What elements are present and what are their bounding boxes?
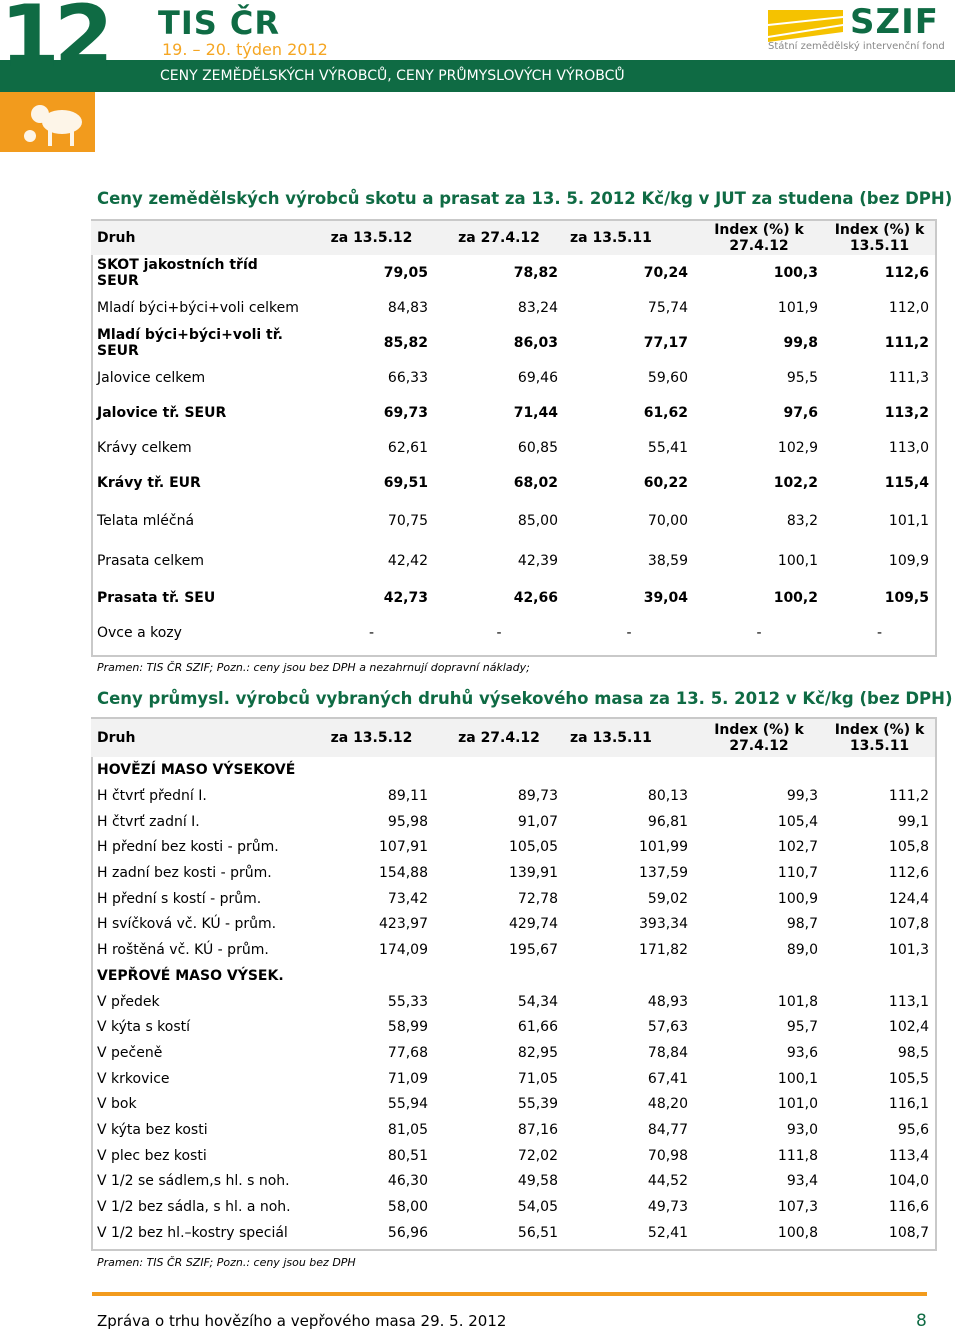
row-value: 101,8 [777, 993, 818, 1010]
empty-cell [824, 757, 935, 783]
row-value: 85,00 [517, 513, 558, 529]
group-header-row [91, 963, 935, 989]
row-value: 101,99 [639, 839, 688, 856]
row-value: 124,4 [888, 890, 929, 907]
row-value: 113,0 [888, 439, 929, 456]
col-druh: Druh [97, 730, 136, 746]
row-value: 95,6 [897, 1122, 929, 1139]
footer-divider [92, 1292, 927, 1296]
row-label: V předek [97, 993, 160, 1010]
row-value: 73,42 [387, 890, 428, 907]
row-label: Krávy tř. EUR [97, 474, 201, 491]
col-index1: Index (%) k 27.4.12 [714, 722, 804, 754]
row-value: 102,9 [777, 439, 818, 456]
row-value: 78,82 [513, 264, 558, 281]
row-label: SKOT jakostních tříd SEUR [97, 256, 258, 289]
row-label: V 1/2 bez sádla, s hl. a noh. [97, 1199, 291, 1216]
row-value: 105,4 [777, 813, 818, 830]
row-value: 70,24 [643, 264, 688, 281]
empty-cell [309, 757, 434, 783]
row-value: 89,11 [387, 787, 428, 804]
cow-logo-box [0, 92, 95, 152]
row-value: 105,5 [888, 1070, 929, 1087]
row-value: 109,9 [888, 553, 929, 569]
row-value: 109,5 [884, 589, 929, 606]
row-value: 171,82 [639, 941, 688, 958]
empty-cell [564, 757, 694, 783]
table-row [91, 1143, 935, 1169]
col-date3: za 13.5.11 [570, 730, 652, 746]
row-label: V plec bez kosti [97, 1147, 207, 1164]
row-value: 100,1 [777, 553, 818, 569]
row-value: 58,99 [387, 1019, 428, 1036]
table-header-row [91, 221, 935, 255]
table-row [91, 1040, 935, 1066]
row-value: 44,52 [647, 1173, 688, 1190]
row-value: 55,33 [387, 993, 428, 1010]
row-value: 87,16 [517, 1122, 558, 1139]
brand-title: TIS ČR [158, 4, 281, 42]
row-value: 137,59 [639, 864, 688, 881]
table-row [91, 1169, 935, 1195]
issue-number: 12 [0, 0, 108, 87]
header-subtitle: CENY ZEMĚDĚLSKÝCH VÝROBCŮ, CENY PRŮMYSLOVÝCH VÝROBCŮ [160, 68, 625, 84]
row-label: H přední bez kosti - prům. [97, 839, 279, 856]
row-value: 104,0 [888, 1173, 929, 1190]
row-value: 99,1 [897, 813, 929, 830]
row-value: 71,05 [517, 1070, 558, 1087]
empty-cell [694, 963, 824, 989]
row-value: 69,46 [517, 369, 558, 386]
row-value: 70,98 [647, 1147, 688, 1164]
row-value: 102,2 [773, 474, 818, 491]
page-number: 8 [916, 1311, 927, 1331]
row-label: Mladí býci+býci+voli celkem [97, 299, 299, 316]
row-value: 83,24 [517, 299, 558, 316]
row-value: 107,8 [888, 916, 929, 933]
col-date1: za 13.5.12 [330, 730, 413, 746]
section1-table [91, 221, 935, 651]
row-value: - [496, 625, 502, 641]
row-value: 55,41 [647, 439, 688, 456]
table-row [91, 809, 935, 835]
szif-logo-text: SZIF [850, 2, 940, 42]
row-value: 105,8 [888, 839, 929, 856]
row-value: 102,7 [777, 839, 818, 856]
group-label: HOVĚZÍ MASO VÝSEKOVÉ [97, 762, 296, 778]
row-value: 42,42 [387, 553, 428, 569]
row-value: 77,17 [643, 334, 688, 351]
row-value: 113,4 [888, 1147, 929, 1164]
row-label: H svíčková vč. KÚ - prům. [97, 916, 277, 933]
row-value: 80,51 [387, 1147, 428, 1164]
table-row [91, 255, 935, 290]
table-row [91, 580, 935, 615]
row-label: H přední s kostí - prům. [97, 890, 262, 907]
row-value: 42,39 [517, 553, 558, 569]
week-label: 19. – 20. týden 2012 [162, 40, 328, 59]
row-value: 116,6 [888, 1199, 929, 1216]
row-value: 72,02 [517, 1147, 558, 1164]
table-row [91, 1194, 935, 1220]
row-value: 70,00 [647, 513, 688, 529]
empty-cell [694, 757, 824, 783]
row-label: H čtvrť zadní I. [97, 813, 200, 830]
row-value: 111,2 [888, 787, 929, 804]
row-value: 195,67 [509, 941, 558, 958]
row-label: V kýta s kostí [97, 1019, 191, 1036]
table-row [91, 886, 935, 912]
row-value: 59,02 [647, 890, 688, 907]
table-row [91, 395, 935, 430]
row-value: 66,33 [387, 369, 428, 386]
row-label: Jalovice tř. SEUR [97, 404, 227, 421]
row-label: V 1/2 se sádlem,s hl. s noh. [97, 1173, 290, 1190]
row-value: 38,59 [647, 553, 688, 569]
row-value: 107,3 [777, 1199, 818, 1216]
row-value: 54,34 [517, 993, 558, 1010]
row-value: 100,9 [777, 890, 818, 907]
section2-note: Pramen: TIS ČR SZIF; Pozn.: ceny jsou bez DPH [97, 1256, 356, 1269]
row-label: Telata mléčná [97, 513, 195, 529]
row-value: 111,2 [884, 334, 929, 351]
empty-cell [434, 757, 564, 783]
col-druh: Druh [97, 230, 136, 246]
row-value: 69,73 [383, 404, 428, 421]
row-value: 86,03 [513, 334, 558, 351]
row-value: 95,7 [786, 1019, 818, 1036]
empty-cell [564, 963, 694, 989]
row-value: 95,98 [387, 813, 428, 830]
row-value: 70,75 [387, 513, 428, 529]
row-value: 99,8 [783, 334, 818, 351]
row-value: 54,05 [517, 1199, 558, 1216]
row-value: 96,81 [647, 813, 688, 830]
table-row [91, 1117, 935, 1143]
row-value: 49,73 [647, 1199, 688, 1216]
section2-title: Ceny průmysl. výrobců vybraných druhů výsekového masa za 13. 5. 2012 v Kč/kg (bez DPH) [97, 689, 953, 708]
row-value: 85,82 [383, 334, 428, 351]
row-value: 78,84 [647, 1045, 688, 1062]
table-row [91, 360, 935, 395]
group-header-row [91, 757, 935, 783]
row-value: 84,77 [647, 1122, 688, 1139]
col-date2: za 27.4.12 [458, 730, 540, 746]
row-value: 115,4 [884, 474, 929, 491]
row-value: 77,68 [387, 1045, 428, 1062]
row-label: Prasata celkem [97, 553, 204, 569]
row-value: 174,09 [379, 941, 428, 958]
row-value: 112,0 [888, 299, 929, 316]
row-label: Mladí býci+býci+voli tř. SEUR [97, 326, 283, 359]
table-row [91, 500, 935, 542]
row-value: 61,62 [643, 404, 688, 421]
row-value: 67,41 [647, 1070, 688, 1087]
row-value: 112,6 [884, 264, 929, 281]
section1-title: Ceny zemědělských výrobců skotu a prasat za 13. 5. 2012 Kč/kg v JUT za studena (bez DPH) [97, 189, 953, 208]
col-index1: Index (%) k 27.4.12 [714, 222, 804, 254]
table-row [91, 325, 935, 360]
row-value: 59,60 [647, 369, 688, 386]
row-value: 81,05 [387, 1122, 428, 1139]
row-value: 102,4 [888, 1019, 929, 1036]
row-value: 58,00 [387, 1199, 428, 1216]
row-value: 393,34 [639, 916, 688, 933]
col-index2: Index (%) k 13.5.11 [834, 222, 925, 254]
table-row [91, 1092, 935, 1118]
row-value: 113,2 [884, 404, 929, 421]
row-value: 55,39 [517, 1096, 558, 1113]
row-value: - [876, 625, 883, 641]
szif-logo-subtext: Státní zemědělský intervenční fond [768, 41, 945, 52]
row-value: 423,97 [379, 916, 428, 933]
row-value: 61,66 [517, 1019, 558, 1036]
row-value: 46,30 [387, 1173, 428, 1190]
table-row [91, 911, 935, 937]
row-value: - [368, 625, 375, 641]
row-value: 68,02 [513, 474, 558, 491]
row-value: 71,09 [387, 1070, 428, 1087]
table-row [91, 542, 935, 580]
row-value: 84,83 [387, 299, 428, 316]
row-value: 60,85 [517, 439, 558, 456]
row-value: 100,3 [773, 264, 818, 281]
row-value: 100,2 [773, 589, 818, 606]
row-value: 107,91 [379, 839, 428, 856]
row-value: 101,0 [777, 1096, 818, 1113]
row-value: 69,51 [383, 474, 428, 491]
empty-cell [434, 963, 564, 989]
row-value: 139,91 [509, 864, 558, 881]
col-index2: Index (%) k 13.5.11 [834, 722, 925, 754]
row-value: - [626, 625, 632, 641]
col-date2: za 27.4.12 [458, 230, 540, 246]
table-row [91, 989, 935, 1015]
row-value: 80,13 [647, 787, 688, 804]
col-date1: za 13.5.12 [330, 230, 413, 246]
row-label: V pečeně [97, 1045, 163, 1062]
row-value: 42,73 [383, 589, 428, 606]
row-value: 429,74 [509, 916, 558, 933]
footer-text: Zpráva o trhu hovězího a vepřového masa 29. 5. 2012 [97, 1312, 507, 1330]
row-value: 98,5 [897, 1045, 929, 1062]
row-value: 93,4 [786, 1173, 818, 1190]
row-value: 100,1 [777, 1070, 818, 1087]
row-value: 93,6 [786, 1045, 818, 1062]
table-row [91, 465, 935, 500]
row-value: 116,1 [888, 1096, 929, 1113]
row-value: 97,6 [783, 404, 818, 421]
row-value: 72,78 [517, 890, 558, 907]
table-row [91, 783, 935, 809]
row-label: Krávy celkem [97, 439, 192, 456]
row-value: 79,05 [383, 264, 428, 281]
row-value: 75,74 [647, 299, 688, 316]
row-value: 49,58 [517, 1173, 558, 1190]
row-value: 71,44 [513, 404, 558, 421]
table-row [91, 430, 935, 465]
row-value: 89,0 [786, 941, 818, 958]
empty-cell [824, 963, 935, 989]
row-label: V krkovice [97, 1070, 170, 1087]
row-value: 48,93 [647, 993, 688, 1010]
row-value: 56,51 [517, 1224, 558, 1241]
row-value: 55,94 [387, 1096, 428, 1113]
row-label: V kýta bez kosti [97, 1122, 208, 1139]
row-value: 52,41 [647, 1224, 688, 1241]
row-value: 105,05 [509, 839, 558, 856]
row-value: - [756, 625, 762, 641]
row-value: 154,88 [379, 864, 428, 881]
cow-icon [0, 92, 95, 152]
row-value: 95,5 [786, 369, 818, 386]
group-label: VEPŘOVÉ MASO VÝSEK. [97, 967, 284, 984]
row-label: Ovce a kozy [97, 625, 182, 641]
row-label: H čtvrť přední I. [97, 787, 207, 804]
row-value: 83,2 [786, 513, 818, 529]
table-row [91, 290, 935, 325]
row-label: V bok [97, 1096, 137, 1113]
row-value: 108,7 [888, 1224, 929, 1241]
row-value: 89,73 [517, 787, 558, 804]
row-value: 91,07 [517, 813, 558, 830]
row-label: H roštěná vč. KÚ - prům. [97, 941, 269, 958]
row-value: 57,63 [647, 1019, 688, 1036]
row-label: H zadní bez kosti - prům. [97, 864, 272, 881]
row-label: Jalovice celkem [97, 369, 206, 386]
row-value: 112,6 [888, 864, 929, 881]
row-value: 111,3 [888, 369, 929, 386]
row-value: 113,1 [888, 993, 929, 1010]
table-row [91, 860, 935, 886]
col-date3: za 13.5.11 [570, 230, 652, 246]
table-row [91, 1220, 935, 1246]
row-value: 110,7 [777, 864, 818, 881]
table-header-row [91, 719, 935, 757]
table-row [91, 1015, 935, 1041]
row-value: 101,3 [888, 941, 929, 958]
row-value: 39,04 [643, 589, 688, 606]
table-row [91, 937, 935, 963]
row-value: 48,20 [647, 1096, 688, 1113]
table-row [91, 1066, 935, 1092]
row-label: Prasata tř. SEU [97, 589, 216, 606]
row-value: 42,66 [513, 589, 558, 606]
row-value: 93,0 [786, 1122, 818, 1139]
section1-note: Pramen: TIS ČR SZIF; Pozn.: ceny jsou bez DPH a nezahrnují dopravní náklady; [97, 661, 530, 674]
table-row [91, 834, 935, 860]
row-value: 100,8 [777, 1224, 818, 1241]
row-value: 62,61 [387, 439, 428, 456]
section2-table [91, 719, 935, 1246]
row-label: V 1/2 bez hl.–kostry speciál [97, 1224, 288, 1241]
row-value: 60,22 [643, 474, 688, 491]
row-value: 101,9 [777, 299, 818, 316]
row-value: 56,96 [387, 1224, 428, 1241]
row-value: 98,7 [786, 916, 818, 933]
table-row [91, 615, 935, 651]
row-value: 99,3 [786, 787, 818, 804]
row-value: 101,1 [888, 513, 929, 529]
row-value: 82,95 [517, 1045, 558, 1062]
empty-cell [309, 963, 434, 989]
row-value: 111,8 [777, 1147, 818, 1164]
